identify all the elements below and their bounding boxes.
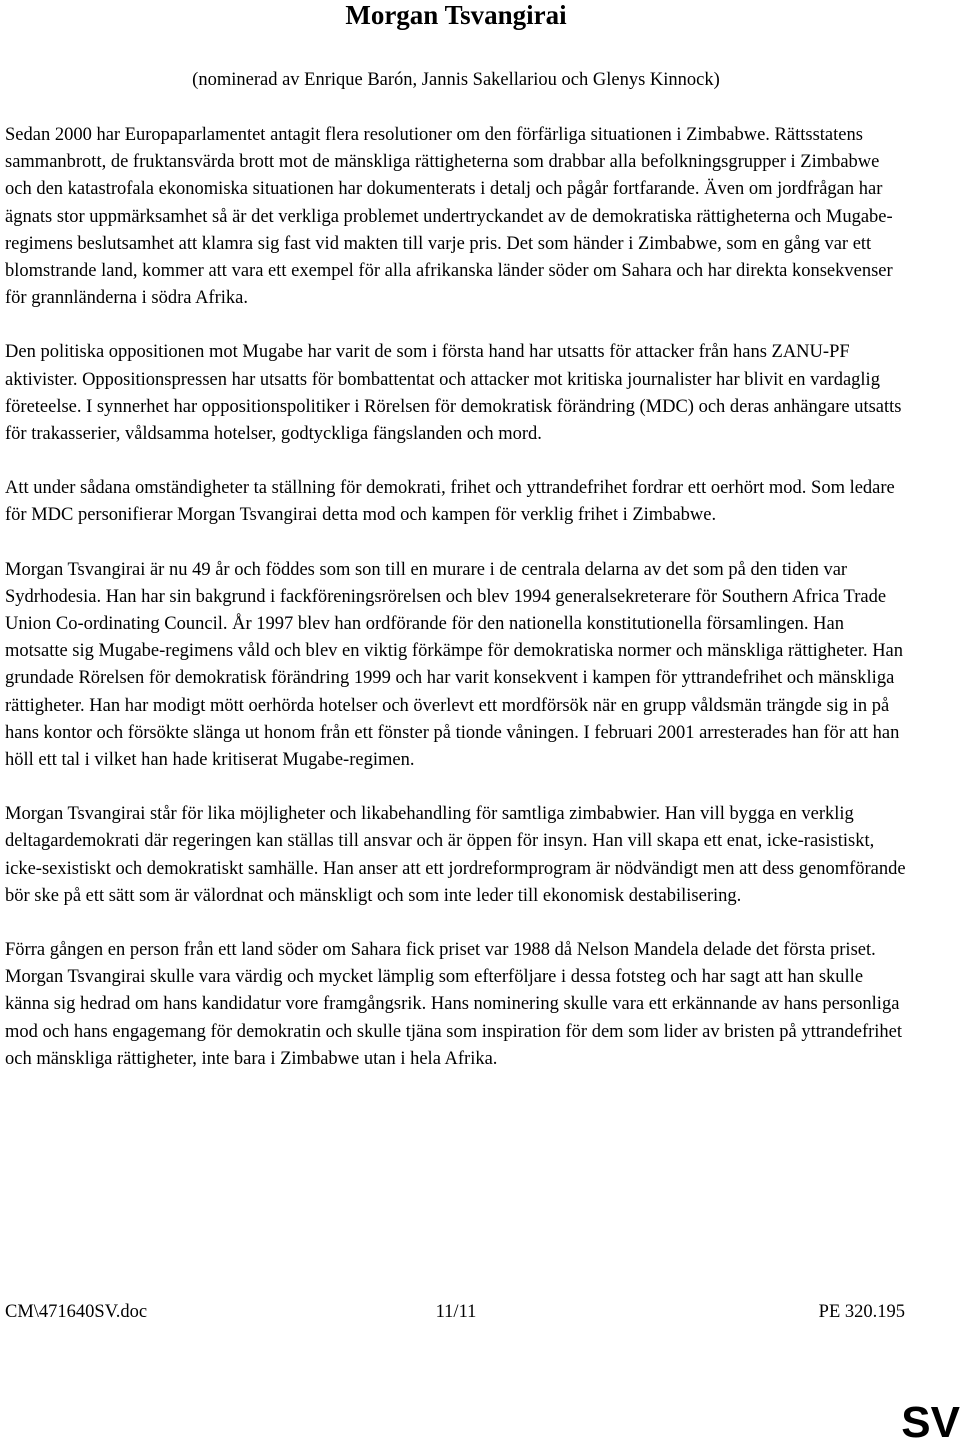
paragraph-5: Morgan Tsvangirai står för lika möjligheter och likabehandling för samtliga zimbabwier. Han vill bygga en verklig deltagardemokrati där regeringen kan ställas till ansvar och är öppen för insyn. Han vill skapa ett enat, icke-rasistiskt, icke-sexistiskt och demokratiskt samhälle. Han anser att ett jordreformprogram är nödvändigt men att dess genomförande bör ske på ett sätt som är välordnat och mänskligt och som inte leder till ekonomisk destabilisering. — [5, 804, 906, 906]
language-tag: SV — [901, 1398, 960, 1447]
paragraph-2: Den politiska oppositionen mot Mugabe har varit de som i första hand har utsatts för attacker från hans ZANU-PF aktivister. Oppositionspressen har utsatts för bombattentat och attacker mot kritiska journalister har blivit en vardaglig företeelse. I synnerhet har oppositionspolitiker i Rörelsen för demokratisk förändring (MDC) och deras anhängare utsatts för trakasserier, våldsamma hotelser, godtyckliga fängslanden och mord. — [5, 342, 902, 445]
document-body — [5, 122, 910, 1100]
paragraph-6: Förra gången en person från ett land söder om Sahara fick priset var 1988 då Nelson Mandela delade det första priset. Morgan Tsvangirai skulle vara värdig och mycket lämplig som efterföljare i dessa fotsteg och har sagt att han skulle känna sig hedrad om hans kandidatur vore framgångsrik. Hans nominering skulle vara ett erkännande av hans personliga mod och hans engagemang för demokratin och skulle tjäna som inspiration för dem som lider av bristen på yttrandefrihet och mänskliga rättigheter, inte bara i Zimbabwe utan i hela Afrika. — [5, 940, 903, 1069]
paragraph-3: Att under sådana omständigheter ta ställning för demokrati, frihet och yttrandefrihet fordrar ett oerhört mod. Som ledare för MDC personifierar Morgan Tsvangirai detta mod och kampen för verklig frihet i Zimbabwe. — [5, 478, 895, 526]
nominators-subtitle: (nominerad av Enrique Barón, Jannis Sakellariou och Glenys Kinnock) — [192, 70, 720, 90]
footer-page-number: 11/11 — [435, 1302, 477, 1322]
footer-pe-number: PE 320.195 — [818, 1302, 905, 1322]
paragraph-1: Sedan 2000 har Europaparlamentet antagit flera resolutioner om den förfärliga situationen i Zimbabwe. Rättsstatens sammanbrott, de fruktansvärda brott mot de mänskliga rättigheterna som drabbar alla befolkningsgrupper i Zimbabwe och den katastrofala ekonomiska situationen har dokumenterats i detalj och pågår fortfarande. Även om jordfrågan har ägnats stor uppmärksamhet så är det verkliga problemet undertryckandet av de demokratiska rättigheterna och Mugabe-regimens beslutsamhet att klamra sig fast vid makten till varje pris. Det som händer i Zimbabwe, som en gång var ett blomstrande land, kommer att vara ett exempel för alla afrikanska länder söder om Sahara och har direkta konsekvenser för grannländerna i södra Afrika. — [5, 125, 893, 309]
document-title: Morgan Tsvangirai — [345, 0, 567, 30]
footer-doc-reference: CM\471640SV.doc — [5, 1302, 148, 1322]
paragraph-4: Morgan Tsvangirai är nu 49 år och föddes som son till en murare i de centrala delarna av det som på den tiden var Sydrhodesia. Han har sin bakgrund i fackföreningsrörelsen och blev 1994 generalsekreterare för Southern Africa Trade Union Co-ordinating Council. År 1997 blev han ordförande för den nationella konstitutionella församlingen. Han motsatte sig Mugabe-regimens våld och blev en viktig förkämpe för demokratiska normer och mänskliga rättigheter. Han grundade Rörelsen för demokratisk förändring 1999 och har varit konsekvent i kampen för yttrandefrihet och mänskliga rättigheter. Han har modigt mött oerhörda hotelser och överlevt ett mordförsök när en grupp våldsmän trängde sig in på hans kontor och försökte slänga ut honom från ett fönster på tionde våningen. I februari 2001 arresterades han för att han höll ett tal i vilket han hade kritiserat Mugabe-regimen. — [5, 559, 904, 771]
